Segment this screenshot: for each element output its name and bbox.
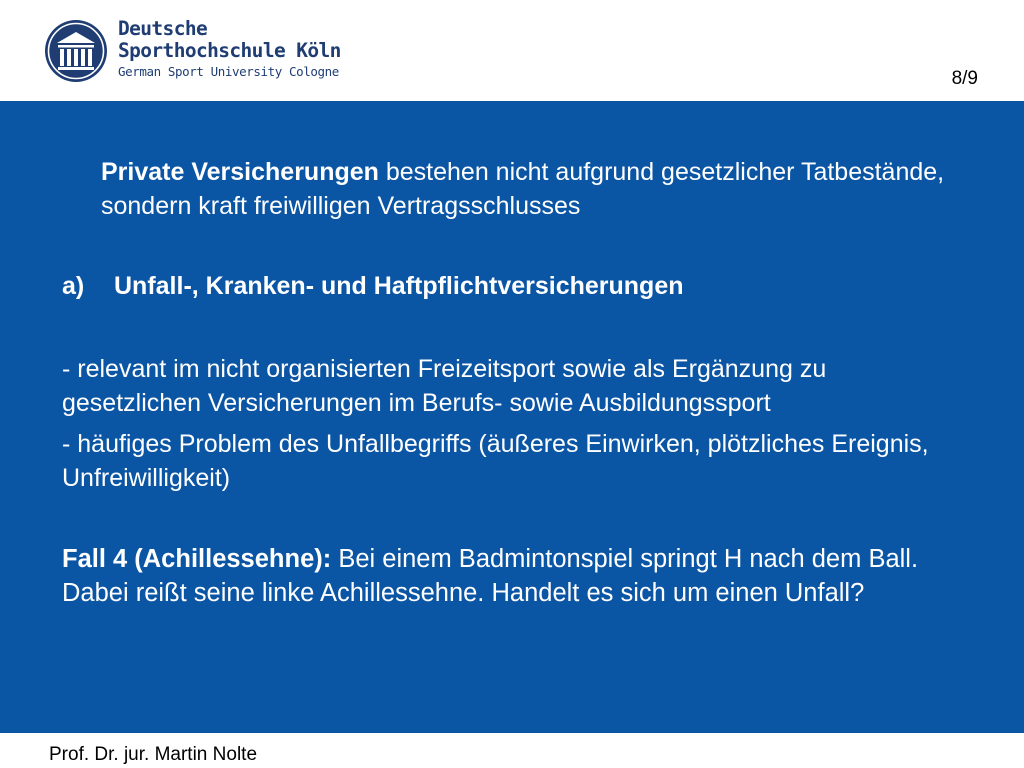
- university-logo-text: [118, 18, 341, 80]
- logo-line-english-name: German Sport University Cologne: [118, 64, 339, 79]
- bullet-item: - häufiges Problem des Unfallbegriffs (äußeres Einwirken, plötzliches Ereignis, Unfreiwilligkeit): [62, 430, 929, 492]
- subheading-marker: a): [62, 272, 85, 300]
- footer-author: Prof. Dr. jur. Martin Nolte: [49, 744, 258, 765]
- intro-paragraph: [101, 155, 981, 223]
- logo-line-sporthochschule: Sporthochschule Köln: [118, 39, 341, 62]
- intro-bold-term: Private Versicherungen: [101, 158, 379, 186]
- case-text: Bei einem Badmintonspiel springt H nach dem Ball. Dabei reißt seine linke Achillessehne. Handelt es sich um einen Unfall?: [62, 545, 919, 607]
- slide-header: [0, 0, 1024, 101]
- subheading: [62, 269, 962, 303]
- page-number: 8/9: [951, 68, 978, 89]
- slide-footer: [0, 733, 1024, 768]
- intro-text: bestehen nicht aufgrund gesetzlicher Tatbestände, sondern kraft freiwilligen Vertragsschlusses: [101, 158, 945, 220]
- case-title: Fall 4 (Achillessehne):: [62, 545, 332, 573]
- bullet-item: - relevant im nicht organisierten Freizeitsport sowie als Ergänzung zu gesetzlichen Versicherungen im Berufs- sowie Ausbildungssport: [62, 355, 827, 417]
- subheading-text: Unfall-, Kranken- und Haftpflichtversicherungen: [114, 272, 684, 300]
- case-paragraph: [62, 542, 972, 610]
- university-logo-icon: [44, 19, 108, 83]
- logo-line-deutsche: Deutsche: [118, 17, 208, 40]
- slide-content-panel: [0, 101, 1024, 733]
